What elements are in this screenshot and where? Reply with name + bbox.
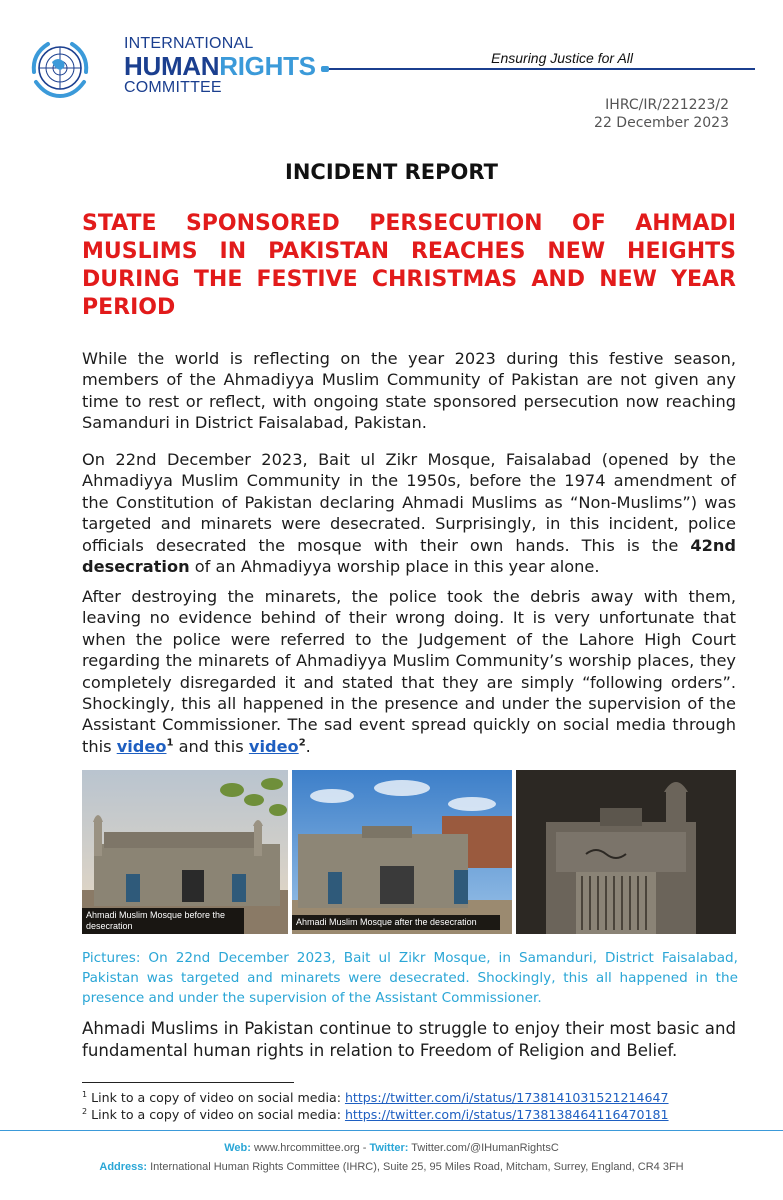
report-date: 22 December 2023 [594,115,729,131]
un-style-emblem-logo [24,32,96,104]
incident-text: On 22nd December 2023, Bait ul Zikr Mosque, Faisalabad (opened by the Ahmadiyya Muslim Community in the 1950s, before the 1974 amendment of the Constitution of Pakistan declaring Ahmadi Muslims as “Non-Muslims”) was targeted and minarets were desecrated. Surprisingly, in this incident, police officials desecrated the mosque with their own hands. This is the [82,450,736,555]
footnote-ref-2: 2 [298,737,306,749]
paragraph-details [82,586,736,757]
footer-address-label: Address: [99,1161,148,1173]
footnote-1-number: 1 [82,1089,88,1099]
footnote-2 [82,1107,669,1123]
incident-text-end: of an Ahmadiyya worship place in this year alone. [189,557,600,577]
photo-mosque-damage-closeup [516,770,736,934]
header-divider [329,68,755,70]
footnote-1 [82,1090,669,1106]
footnote-1-link[interactable]: https://twitter.com/i/status/1738141031521214647 [344,1090,669,1105]
report-title: INCIDENT REPORT [285,160,498,184]
footer-web[interactable]: www.hrcommittee.org - [250,1142,370,1154]
photo-mosque-before [82,770,288,934]
photo-before-caption: Ahmadi Muslim Mosque before the desecration [82,908,244,934]
footnote-2-number: 2 [82,1106,88,1116]
paragraph-intro: While the world is reflecting on the year 2023 during this festive season, members of the Ahmadiyya Muslim Community of Pakistan are not given any time to rest or reflect, with ongoing state sponsored persecution now reaching Samanduri in District Faisalabad, Pakistan. [82,349,736,433]
footer-twitter-label: Twitter: [369,1142,409,1154]
photo-mosque-after [292,770,512,934]
org-line-human-rights [124,53,316,79]
footer-contact [0,1141,783,1155]
reference-block [594,96,729,132]
footnote-divider [82,1082,294,1083]
details-text-mid: and this [173,736,249,756]
video-link-1[interactable]: video [116,736,167,756]
details-text-end: . [305,736,311,756]
org-rights: RIGHTS [219,51,316,81]
headline: STATE SPONSORED PERSECUTION OF AHMADI MUSLIMS IN PAKISTAN REACHES NEW HEIGHTS DURING THE FESTIVE CHRISTMAS AND NEW YEAR PERIOD [82,211,736,320]
photo-caption: Pictures: On 22nd December 2023, Bait ul Zikr Mosque, in Samanduri, District Faisalabad, Pakistan was targeted and minarets were desecrated. Shockingly, this all happened in the presence and under the supervision of the Assistant Commissioner. [82,950,738,1006]
footer-web-label: Web: [224,1142,251,1154]
footer-address [0,1160,783,1174]
paragraph-conclusion: Ahmadi Muslims in Pakistan continue to struggle to enjoy their most basic and fundamental human rights in relation to Freedom of Religion and Belief. [82,1019,736,1060]
details-text: After destroying the minarets, the police took the debris away with them, leaving no evidence behind of their wrong doing. It is very unfortunate that when the police were referred to the Judgement of the Lahore High Court regarding the minarets of Ahmadiyya Muslim Community’s worship places, they completely disregarded it and stated that they are simply “following orders”. Shockingly, this all happened in the presence and under the supervision of the Assistant Commissioner. The sad event spread quickly on social media through this [82,587,736,756]
footnote-2-link[interactable]: https://twitter.com/i/status/1738138464116470181 [344,1107,669,1122]
organization-name [124,36,316,96]
org-human: HUMAN [124,51,220,81]
footnote-ref-1: 1 [166,737,174,749]
footnote-1-text: Link to a copy of video on social media: [87,1090,345,1105]
reference-number: IHRC/IR/221223/2 [605,97,729,113]
footer-divider [0,1130,783,1131]
paragraph-incident [82,449,736,577]
video-link-2[interactable]: video [248,736,299,756]
tagline: Ensuring Justice for All [491,50,633,66]
footer-address-text: International Human Rights Committee (IHRC), Suite 25, 95 Miles Road, Mitcham, Surrey, England, CR4 3FH [147,1161,684,1173]
footnote-2-text: Link to a copy of video on social media: [87,1107,345,1122]
footer-twitter[interactable]: Twitter.com/@IHumanRightsC [408,1142,559,1154]
org-line-international: INTERNATIONAL [124,35,254,52]
photo-after-caption: Ahmadi Muslim Mosque after the desecration [292,915,500,930]
desecration-count: 42nd desecration [82,535,736,577]
org-line-committee: COMMITTEE [124,79,222,96]
